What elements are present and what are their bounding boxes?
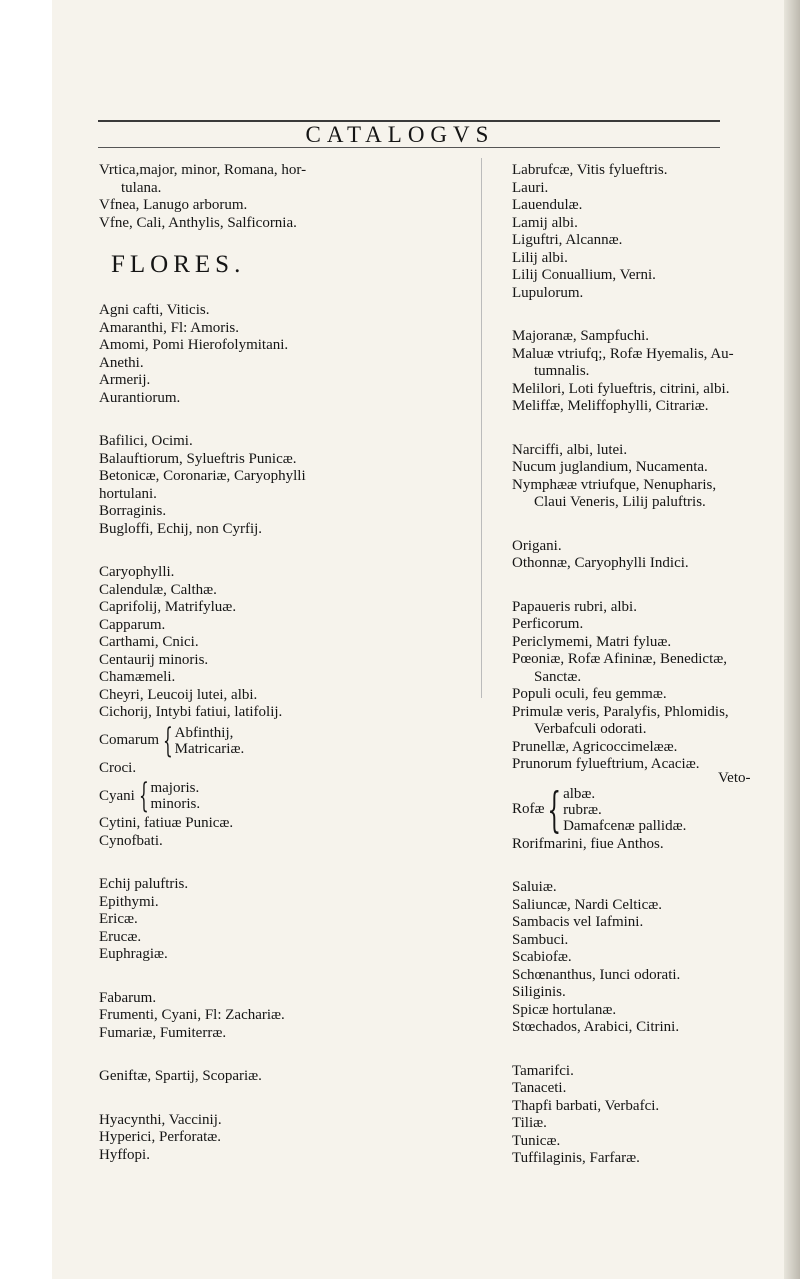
entry-block xyxy=(99,162,469,232)
entry-block xyxy=(512,836,792,854)
entry-line: Hyffopi. xyxy=(99,1146,150,1163)
entry-line: Bugloffi, Echij, non Cyrfij. xyxy=(99,520,263,537)
entry-line: Armerij. xyxy=(99,372,151,388)
entry-line: Majoranæ, Sampfuchi. xyxy=(512,328,650,344)
entry-line: Lupulorum. xyxy=(512,284,584,301)
entry-line: Chamæmeli. xyxy=(99,669,176,685)
entry-line: Capparum. xyxy=(99,616,166,633)
entry-line: Schœnanthus, Iunci odorati. xyxy=(512,966,681,983)
entry-line: Spicæ hortulanæ. xyxy=(512,1001,617,1018)
entry-line: Perficorum. xyxy=(512,616,584,632)
header-rule-bottom xyxy=(98,147,720,148)
entry-line: Labrufcæ, Vitis fylueftris. xyxy=(512,162,668,178)
entry-line: Periclymemi, Matri fyluæ. xyxy=(512,633,672,650)
entry-line: Meliffæ, Meliffophylli, Citrariæ. xyxy=(512,398,709,414)
entry-line: Tanaceti. xyxy=(512,1080,567,1096)
entry-line: Betonicæ, Coronariæ, Caryophylli xyxy=(99,468,306,484)
entry-line: Origani. xyxy=(512,537,562,554)
catchword: Veto- xyxy=(718,770,751,786)
brace-option: albæ. xyxy=(563,785,596,802)
entry-line: Centaurij minoris. xyxy=(99,651,209,668)
brace-option: Abfinthij, xyxy=(174,724,234,741)
entry-line: Agni cafti, Viticis. xyxy=(99,302,210,318)
left-column xyxy=(99,150,469,1164)
entry-line: Pœoniæ, Rofæ Afininæ, Benedictæ, xyxy=(512,651,728,667)
entry-line: Populi oculi, feu gemmæ. xyxy=(512,686,667,702)
entry-line: Narciffi, albi, lutei. xyxy=(512,441,628,458)
entry-line: Frumenti, Cyani, Fl: Zachariæ. xyxy=(99,1007,285,1023)
entry-block xyxy=(99,1112,469,1165)
entry-line: Verbafculi odorati. xyxy=(534,721,647,737)
entry-line: Lilij albi. xyxy=(512,249,568,266)
entry-line: Calendulæ, Calthæ. xyxy=(99,581,217,598)
brace-glyph: { xyxy=(546,781,561,838)
entry-line: Nymphææ vtriufque, Nenupharis, xyxy=(512,476,717,493)
entry-line: Fumariæ, Fumiterræ. xyxy=(99,1024,227,1041)
entry-line: Bafilici, Ocimi. xyxy=(99,433,193,449)
entry-line: Rorifmarini, fiue Anthos. xyxy=(512,835,664,852)
entry-line: Lilij Conuallium, Verni. xyxy=(512,267,656,283)
brace-entry xyxy=(512,781,792,838)
entry-block xyxy=(99,564,469,722)
entry-line: Geniftæ, Spartij, Scopariæ. xyxy=(99,1068,262,1084)
entry-line: Hyacynthi, Vaccinij. xyxy=(99,1111,222,1128)
entry-line: Epithymi. xyxy=(99,893,159,910)
entry-line: Tamarifci. xyxy=(512,1062,574,1079)
entry-block xyxy=(99,990,469,1043)
entry-line: Othonnæ, Caryophylli Indici. xyxy=(512,555,689,571)
entry-line: Saluiæ. xyxy=(512,879,557,895)
brace-option: Matricariæ. xyxy=(174,740,245,757)
entry-line: Primulæ veris, Paralyfis, Phlomidis, xyxy=(512,703,729,720)
entry-line: Cynofbati. xyxy=(99,832,163,849)
entry-line: Sambacis vel Iafmini. xyxy=(512,914,644,930)
entry-line: Tunicæ. xyxy=(512,1132,561,1149)
entry-line: Cichorij, Intybi fatiui, latifolij. xyxy=(99,704,283,720)
entry-line: Aurantiorum. xyxy=(99,389,181,406)
entry-line: Cytini, fatiuæ Punicæ. xyxy=(99,815,234,831)
entry-line: Erucæ. xyxy=(99,928,142,945)
entry-line: Croci. xyxy=(99,759,137,776)
brace-label: Cyani xyxy=(99,787,135,804)
entry-block xyxy=(99,815,469,850)
entry-line: Lamij albi. xyxy=(512,214,578,231)
entry-line: Thapfi barbati, Verbafci. xyxy=(512,1097,660,1114)
entry-block xyxy=(512,442,792,512)
entry-line: Claui Veneris, Lilij paluftris. xyxy=(534,494,706,510)
entry-line: Siliginis. xyxy=(512,984,566,1000)
entry-line: Amomi, Pomi Hierofolymitani. xyxy=(99,337,289,353)
entry-line: Lauri. xyxy=(512,179,549,196)
entry-line: Prunorum fylueftrium, Acaciæ. xyxy=(512,756,700,772)
entry-line: Papaueris rubri, albi. xyxy=(512,598,637,615)
entry-line: Caryophylli. xyxy=(99,564,175,580)
brace-option: majoris. xyxy=(150,780,200,796)
entry-line: Lauendulæ. xyxy=(512,197,583,213)
entry-line: Echij paluftris. xyxy=(99,876,189,892)
brace-option: Damafcenæ pallidæ. xyxy=(563,817,687,834)
entry-line: Carthami, Cnici. xyxy=(99,634,199,650)
brace-glyph: { xyxy=(162,720,173,761)
entry-block xyxy=(512,162,792,302)
entry-line: Sanctæ. xyxy=(534,668,582,685)
entry-line: Sambuci. xyxy=(512,931,569,948)
entry-block xyxy=(512,538,792,573)
brace-label: Comarum xyxy=(99,732,159,748)
entry-line: Tuffilaginis, Farfaræ. xyxy=(512,1150,640,1166)
entry-line: Melilori, Loti fylueftris, citrini, albi. xyxy=(512,380,730,397)
entry-block xyxy=(512,599,792,774)
entry-block xyxy=(512,1063,792,1168)
column-divider xyxy=(481,158,482,698)
entry-line: Hyperici, Perforatæ. xyxy=(99,1129,222,1145)
entry-line: Borraginis. xyxy=(99,503,167,519)
entry-line: Scabiofæ. xyxy=(512,949,572,965)
entry-line: Vfnea, Lanugo arborum. xyxy=(99,197,248,213)
brace-entry xyxy=(99,722,469,760)
entry-block xyxy=(512,328,792,416)
entry-line: Liguftri, Alcannæ. xyxy=(512,232,623,248)
entry-line: Fabarum. xyxy=(99,989,157,1006)
entry-line: Amaranthi, Fl: Amoris. xyxy=(99,319,239,336)
entry-line: Tiliæ. xyxy=(512,1115,547,1131)
running-header: CATALOGVS xyxy=(305,122,495,147)
entry-block xyxy=(99,876,469,964)
brace-option: minoris. xyxy=(150,796,201,812)
entry-line: Vfne, Cali, Anthylis, Salficornia. xyxy=(99,214,297,231)
entry-line: Euphragiæ. xyxy=(99,946,168,962)
entry-line: Ericæ. xyxy=(99,911,138,927)
entry-line: Caprifolij, Matrifyluæ. xyxy=(99,599,237,615)
brace-entry xyxy=(99,777,469,815)
entry-line: Balauftiorum, Sylueftris Punicæ. xyxy=(99,450,297,467)
brace-option: rubræ. xyxy=(563,801,602,818)
entry-block xyxy=(99,302,469,407)
entry-block xyxy=(99,433,469,538)
section-heading: FLORES. xyxy=(111,251,246,278)
brace-glyph: { xyxy=(138,776,149,816)
right-column xyxy=(512,150,792,1168)
entry-block xyxy=(512,879,792,1037)
entry-line: Prunellæ, Agricoccimelææ. xyxy=(512,738,678,755)
entry-line: Stœchados, Arabici, Citrini. xyxy=(512,1019,680,1035)
entry-line: tulana. xyxy=(121,179,162,196)
entry-line: Vrtica,major, minor, Romana, hor- xyxy=(99,162,307,178)
entry-line: Saliuncæ, Nardi Celticæ. xyxy=(512,896,662,913)
entry-line: Cheyri, Leucoij lutei, albi. xyxy=(99,686,258,703)
entry-line: hortulani. xyxy=(99,485,157,502)
entry-block xyxy=(99,1068,469,1086)
entry-line: tumnalis. xyxy=(534,363,590,379)
entry-line: Nucum juglandium, Nucamenta. xyxy=(512,459,708,475)
entry-line: Maluæ vtriufq;, Rofæ Hyemalis, Au- xyxy=(512,345,734,362)
brace-label: Rofæ xyxy=(512,801,545,817)
entry-line: Anethi. xyxy=(99,354,144,371)
